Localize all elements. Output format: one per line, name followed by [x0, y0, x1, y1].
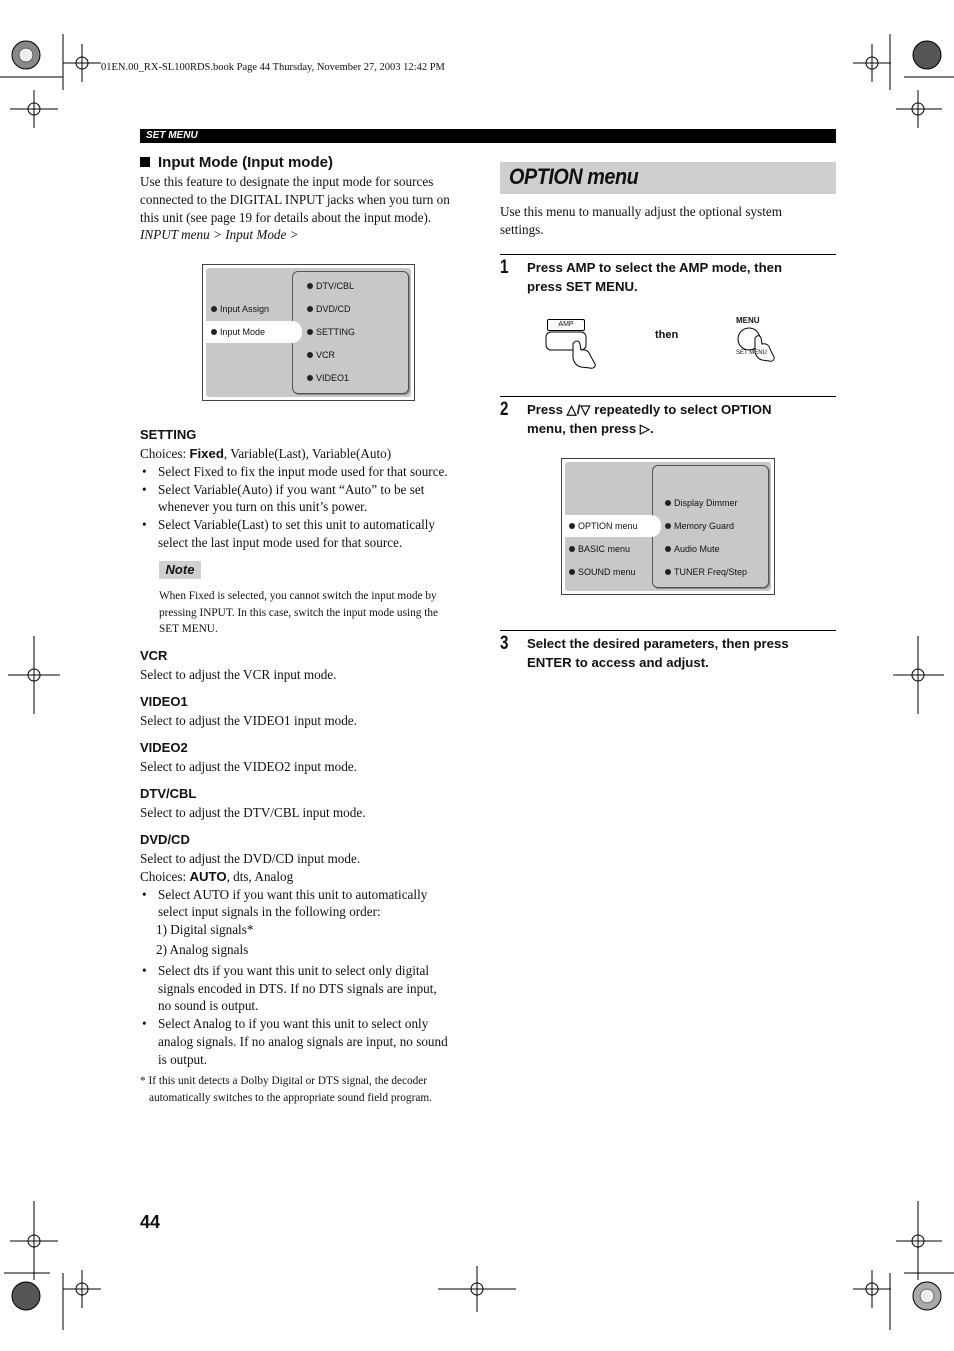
input-mode-title-text: Input Mode (Input mode) — [158, 154, 333, 171]
screen-menu-item: VCR — [307, 349, 335, 361]
screen-menu-item: SOUND menu — [569, 566, 636, 578]
note-text: When Fixed is selected, you cannot switch the input mode by pressing INPUT. In this case, switch the input mode using the SET MENU. — [159, 590, 439, 635]
menu-path: INPUT menu > Input Mode > — [140, 227, 299, 243]
amp-button-press-icon — [543, 330, 603, 370]
step-divider — [500, 254, 836, 255]
square-bullet-icon — [140, 157, 150, 167]
screen-menu-item: DTV/CBL — [307, 280, 354, 292]
option-intro: Use this menu to manually adjust the optional system settings. — [500, 204, 783, 237]
then-label: then — [655, 329, 679, 341]
step-number: 3 — [500, 633, 509, 654]
dtvcbl-text: Select to adjust the DTV/CBL input mode. — [140, 805, 366, 820]
set-menu-label: SET MENU — [736, 350, 767, 356]
dtvcbl-heading: DTV/CBL — [140, 786, 197, 801]
video1-heading: VIDEO1 — [140, 694, 188, 709]
footnote: * If this unit detects a Dolby Digital or DTS signal, the decoder automatically switches to the appropriate sound field program. — [140, 1075, 432, 1104]
dvdcd-bullet: • Select Analog to if you want this unit to select only analog signals. If no analog signals are input, no sound is output. — [140, 1015, 485, 1068]
amp-label: AMP — [547, 319, 585, 331]
intro-line: connected to the DIGITAL INPUT jacks when you turn on — [140, 191, 450, 207]
section-bar: SET MENU — [140, 129, 836, 143]
video2-text: Select to adjust the VIDEO2 input mode. — [140, 759, 357, 774]
dvdcd-bullet: • Select dts if you want this unit to select only digital signals encoded in DTS. If no DTS signals are input, no sound is output. — [140, 962, 485, 1015]
screen-menu-item: BASIC menu — [569, 543, 630, 555]
setting-bullet: • Select Variable(Auto) if you want “Auto” to be set whenever you turn on this unit’s power. — [140, 481, 485, 517]
video2-heading: VIDEO2 — [140, 740, 188, 755]
dvdcd-bullet: • Select AUTO if you want this unit to automatically select input signals in the following order: — [140, 886, 485, 922]
input-mode-screen — [202, 264, 415, 401]
step-divider — [500, 396, 836, 397]
setting-bullet: • Select Fixed to fix the input mode used for that source. — [140, 463, 485, 481]
step-text: Select the desired parameters, then press ENTER to access and adjust. — [527, 636, 789, 670]
input-mode-intro — [140, 173, 480, 244]
intro-line: Use this feature to designate the input mode for sources — [140, 174, 434, 189]
screen-menu-item: TUNER Freq/Step — [665, 566, 747, 578]
file-header: 01EN.00_RX-SL100RDS.book Page 44 Thursday, November 27, 2003 12:42 PM — [101, 62, 445, 73]
setting-bullet: • Select Variable(Last) to set this unit to automatically select the last input mode used for that source. — [140, 516, 485, 552]
step-divider — [500, 630, 836, 631]
step-number: 2 — [500, 399, 509, 420]
order-item: 2) Analog signals — [156, 941, 249, 957]
screen-menu-item: Input Assign — [211, 303, 269, 315]
screen-menu-item: SETTING — [307, 326, 355, 338]
vcr-text: Select to adjust the VCR input mode. — [140, 667, 337, 682]
screen-menu-item: DVD/CD — [307, 303, 351, 315]
step-text: Press AMP to select the AMP mode, then press SET MENU. — [527, 260, 783, 294]
screen-menu-item: Display Dimmer — [665, 497, 738, 509]
note-label: Note — [159, 561, 201, 579]
option-menu-screen — [561, 458, 775, 595]
setting-choices: Choices: Fixed, Variable(Last), Variable(Auto) — [140, 446, 392, 461]
screen-menu-item: Memory Guard — [665, 520, 734, 532]
set-menu-button-press-icon — [733, 326, 781, 366]
intro-line: this unit (see page 19 for details about the input mode). — [140, 209, 432, 225]
screen-menu-item: OPTION menu — [569, 520, 638, 532]
order-item: 1) Digital signals* — [156, 922, 254, 938]
page-number: 44 — [140, 1212, 161, 1232]
screen-menu-item: Audio Mute — [665, 543, 720, 555]
video1-text: Select to adjust the VIDEO1 input mode. — [140, 713, 357, 728]
menu-label: MENU — [736, 316, 760, 325]
option-menu-title: OPTION menu — [509, 164, 639, 189]
setting-body — [140, 445, 485, 552]
input-mode-title — [140, 154, 333, 171]
step-text: Press △/▽ repeatedly to select OPTION menu, then press ▷. — [527, 402, 772, 436]
dvdcd-choices: Choices: AUTO, dts, Analog — [140, 868, 294, 884]
dvdcd-heading: DVD/CD — [140, 832, 190, 847]
screen-menu-item: Input Mode — [211, 326, 265, 338]
setting-heading: SETTING — [140, 427, 197, 442]
dvdcd-text: Select to adjust the DVD/CD input mode. — [140, 851, 361, 866]
vcr-heading: VCR — [140, 648, 168, 663]
dvdcd-body — [140, 850, 485, 1069]
step-number: 1 — [500, 257, 509, 278]
screen-menu-item: VIDEO1 — [307, 372, 349, 384]
